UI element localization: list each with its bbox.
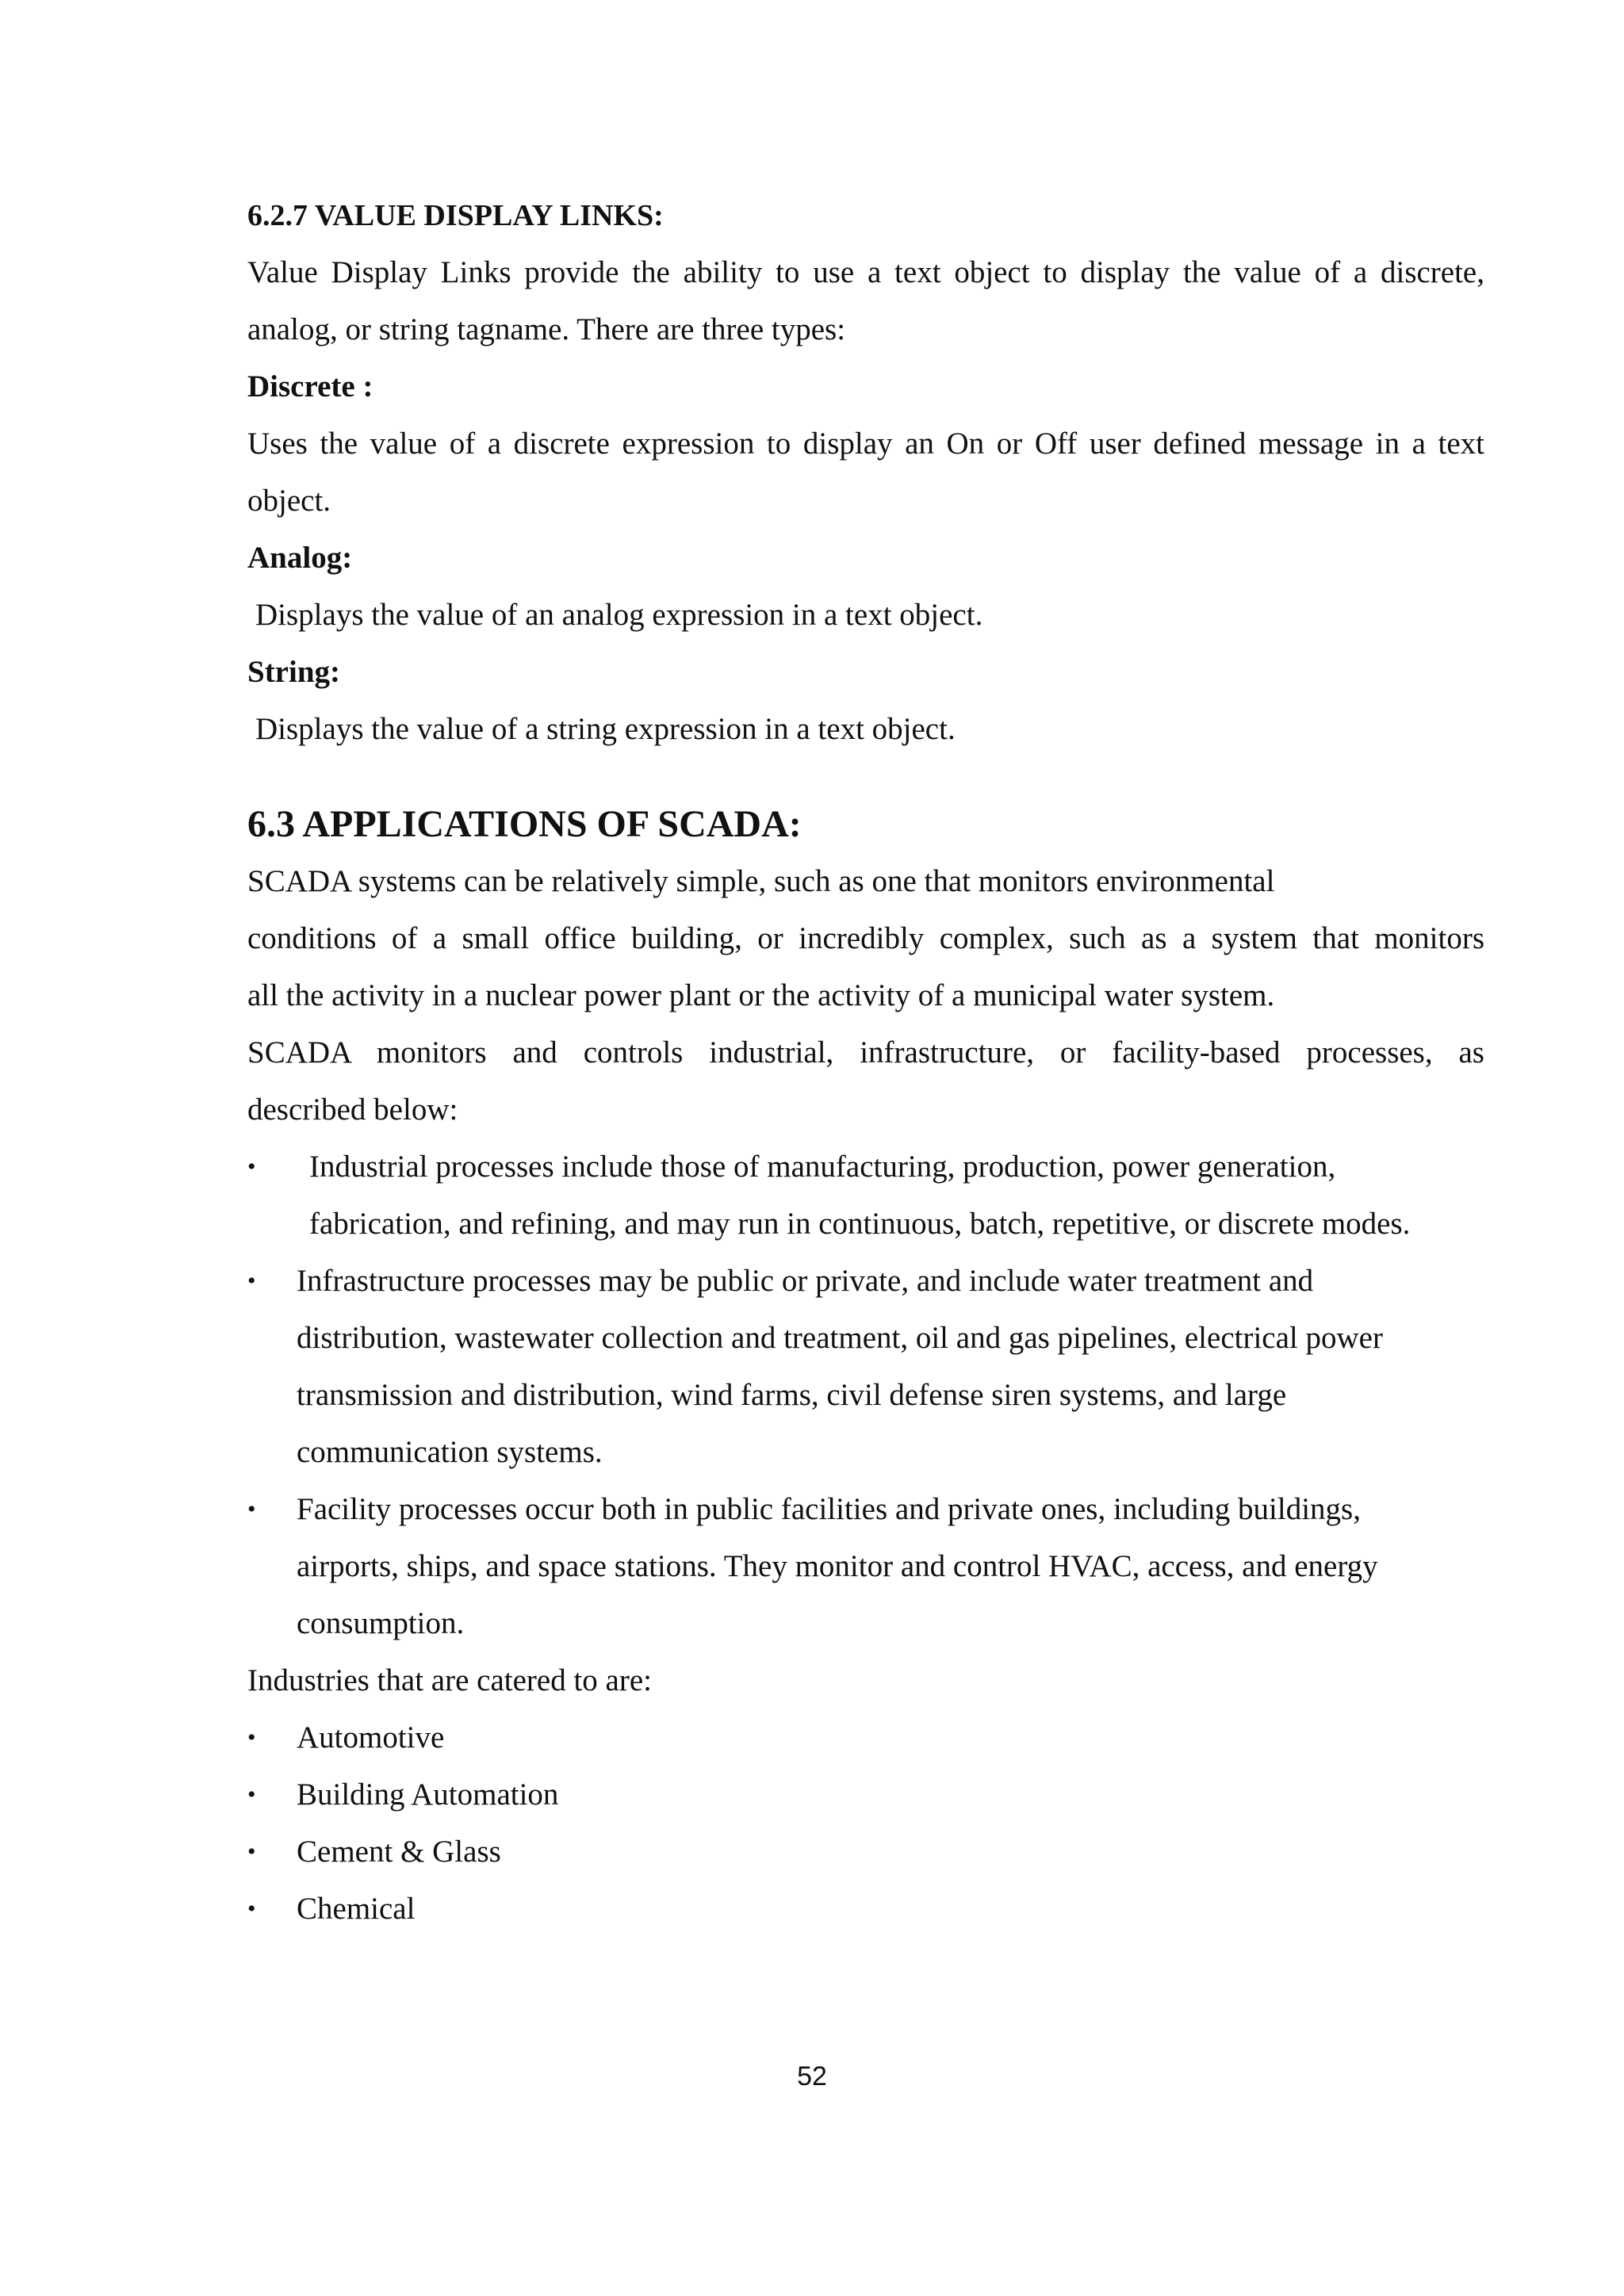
para1-line-3: all the activity in a nuclear power plant or the activity of a municipal water system. — [247, 978, 1275, 1012]
industries-intro: Industries that are catered to are: — [247, 1663, 652, 1697]
industry-label: Cement & Glass — [297, 1835, 501, 1869]
analog-text: Displays the value of an analog expression in a text object. — [255, 598, 983, 632]
intro-line-1: Value Display Links provide the ability to use a text object to display the value of a discrete, — [247, 255, 1484, 289]
discrete-label: Discrete : — [247, 369, 373, 404]
document-page — [247, 187, 1484, 1938]
industries-list — [247, 1709, 1484, 1938]
string-text: Displays the value of a string expression in a text object. — [255, 712, 956, 746]
process-list — [247, 1138, 1484, 1652]
list-item-line: Infrastructure processes may be public or private, and include water treatment and — [297, 1264, 1314, 1298]
list-item-industrial-processes — [247, 1138, 1484, 1253]
list-item-line: Facility processes occur both in public facilities and private ones, including buildings, — [297, 1492, 1361, 1526]
list-item-line: distribution, wastewater collection and treatment, oil and gas pipelines, electrical power — [297, 1321, 1383, 1355]
analog-label: Analog: — [247, 541, 353, 575]
page-number: 52 — [797, 2061, 827, 2091]
bullet-icon: • — [247, 1496, 256, 1522]
para2-line-2: described below: — [247, 1093, 458, 1127]
bullet-icon: • — [247, 1268, 256, 1294]
list-item-industry — [247, 1766, 1484, 1823]
para2-line-1: SCADA monitors and controls industrial, infrastructure, or facility-based processes, as — [247, 1035, 1484, 1070]
bullet-icon: • — [247, 1724, 256, 1751]
industry-label: Building Automation — [297, 1777, 559, 1812]
list-item-facility-processes — [247, 1481, 1484, 1652]
para1-line-2: conditions of a small office building, or incredibly complex, such as a system that monitors — [247, 921, 1484, 955]
industry-label: Automotive — [297, 1720, 445, 1755]
section-heading-value-display-links: 6.2.7 VALUE DISPLAY LINKS: — [247, 199, 664, 232]
list-item-line: communication systems. — [297, 1435, 603, 1469]
bullet-icon: • — [247, 1154, 256, 1180]
list-item-line: airports, ships, and space stations. They monitor and control HVAC, access, and energy — [297, 1549, 1378, 1583]
list-item-line: transmission and distribution, wind farms, civil defense siren systems, and large — [297, 1378, 1287, 1412]
list-item-line: consumption. — [297, 1606, 465, 1640]
bullet-icon: • — [247, 1839, 256, 1865]
list-item-infrastructure-processes — [247, 1253, 1484, 1481]
bullet-icon: • — [247, 1896, 256, 1922]
intro-line-2: analog, or string tagname. There are three types: — [247, 312, 846, 346]
industry-label: Chemical — [297, 1892, 416, 1926]
string-label: String: — [247, 655, 340, 689]
para1-line-1: SCADA systems can be relatively simple, such as one that monitors environmental — [247, 864, 1275, 898]
discrete-text-line-1: Uses the value of a discrete expression to display an On or Off user defined message in a text — [247, 427, 1484, 461]
list-item-line: Industrial processes include those of manufacturing, production, power generation, — [309, 1150, 1336, 1184]
list-item-line: fabrication, and refining, and may run in continuous, batch, repetitive, or discrete modes. — [309, 1207, 1411, 1241]
list-item-industry — [247, 1881, 1484, 1938]
list-item-industry — [247, 1709, 1484, 1766]
list-item-industry — [247, 1823, 1484, 1881]
bullet-icon: • — [247, 1781, 256, 1808]
discrete-text-line-2: object. — [247, 484, 331, 518]
section-heading-applications-of-scada: 6.3 APPLICATIONS OF SCADA: — [247, 803, 802, 845]
